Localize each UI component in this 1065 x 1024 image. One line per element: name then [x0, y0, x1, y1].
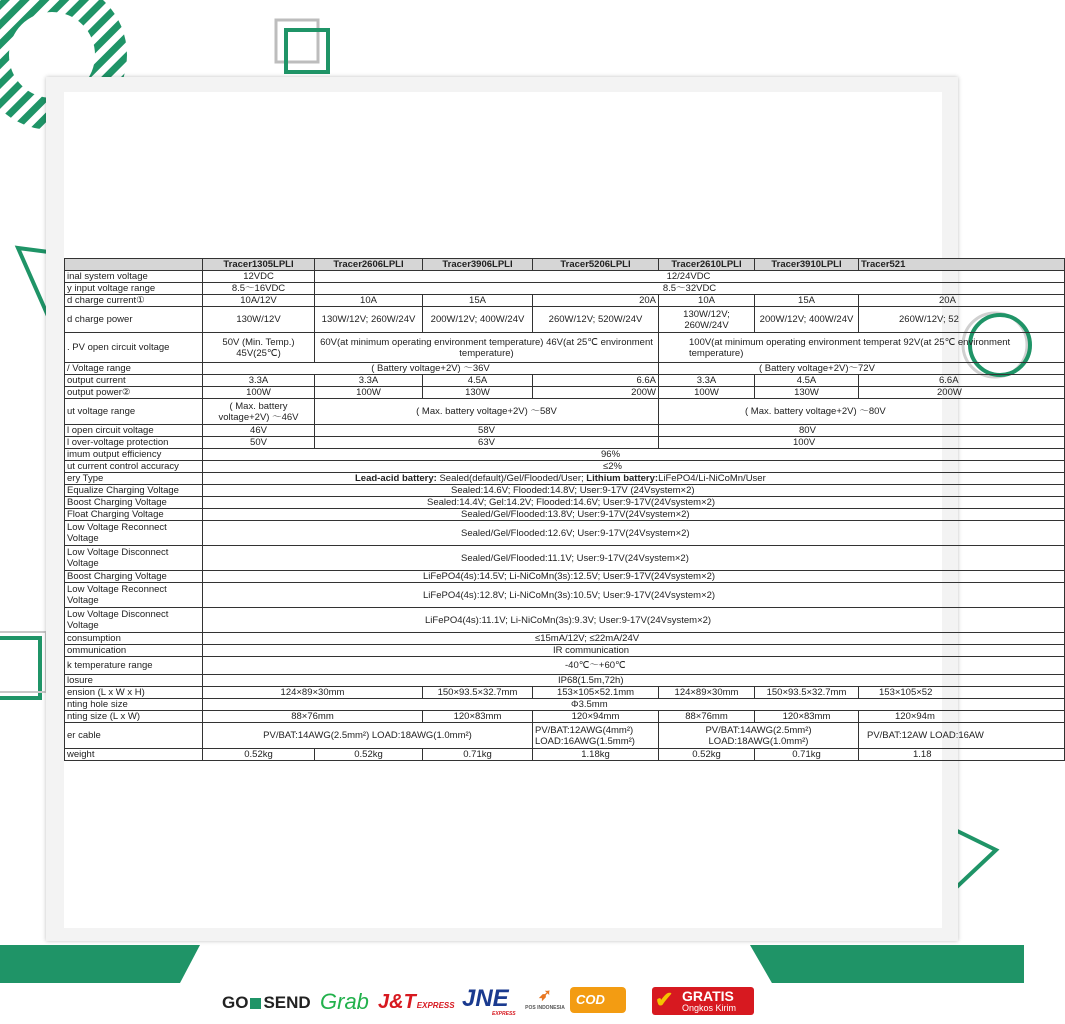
table-cell: 130W/12V; 260W/24V [659, 307, 755, 333]
table-cell: 88×76mm [203, 711, 423, 723]
row-label: ommunication [65, 645, 203, 657]
table-cell: 20A [533, 295, 659, 307]
table-row [65, 546, 1065, 571]
table-cell: 10A [659, 295, 755, 307]
row-label: Boost Charging Voltage [65, 497, 203, 509]
jne-logo [462, 987, 516, 1017]
table-row [65, 723, 1065, 749]
row-label: nting size (L x W) [65, 711, 203, 723]
row-label: d charge current① [65, 295, 203, 307]
table-cell: Sealed:14.4V; Gel:14.2V; Flooded:14.6V; User:9-17V(24Vsystem×2) [203, 497, 1065, 509]
table-cell: 10A [315, 295, 423, 307]
row-label: l open circuit voltage [65, 425, 203, 437]
table-cell: 8.5～32VDC [315, 283, 1065, 295]
table-cell: 200W [859, 387, 1065, 399]
battery-type-lead-label: Lead-acid battery: [355, 473, 437, 484]
table-row [65, 633, 1065, 645]
table-row [65, 473, 1065, 485]
table-cell: ( Max. battery voltage+2V) ～46V [203, 399, 315, 425]
row-label: ut current control accuracy [65, 461, 203, 473]
table-cell: 0.52kg [659, 749, 755, 761]
row-label: l over-voltage protection [65, 437, 203, 449]
table-cell: 0.52kg [203, 749, 315, 761]
battery-type-lithium-label: Lithium battery: [586, 473, 659, 484]
table-cell: PV/BAT:14AWG(2.5mm²) LOAD:18AWG(1.0mm²) [659, 723, 859, 749]
table-cell: 3.3A [659, 375, 755, 387]
header-cell: Tracer1305LPLI [203, 259, 315, 271]
table-cell: 4.5A [755, 375, 859, 387]
table-cell: LiFePO4(4s):11.1V; Li-NiCoMn(3s):9.3V; User:9-17V(24Vsystem×2) [203, 608, 1065, 633]
header-cell: Tracer521 [859, 259, 1065, 271]
table-row [65, 363, 1065, 375]
table-cell: 4.5A [423, 375, 533, 387]
table-cell: 200W/12V; 400W/24V [423, 307, 533, 333]
table-row [65, 509, 1065, 521]
table-cell: 15A [423, 295, 533, 307]
table-cell: Sealed/Gel/Flooded:12.6V; User:9-17V(24Vsystem×2) [203, 521, 1065, 546]
table-cell: 6.6A [859, 375, 1065, 387]
table-row [65, 461, 1065, 473]
row-label: weight [65, 749, 203, 761]
pos-bird-icon: ➶ [538, 987, 552, 1004]
table-row [65, 749, 1065, 761]
table-cell: -40℃～+60℃ [203, 657, 1065, 675]
square-outline-decoration-left [0, 628, 50, 708]
row-label: er cable [65, 723, 203, 749]
table-cell: 8.5～16VDC [203, 283, 315, 295]
table-cell: LiFePO4(4s):14.5V; Li-NiCoMn(3s):12.5V; User:9-17V(24Vsystem×2) [203, 571, 1065, 583]
row-label: d charge power [65, 307, 203, 333]
table-row [65, 699, 1065, 711]
battery-type-lead-value: Sealed(default)/Gel/Flooded/User; [436, 473, 587, 484]
spec-sheet [64, 92, 1011, 928]
table-row [65, 449, 1065, 461]
table-cell: ( Max. battery voltage+2V) ～80V [659, 399, 1065, 425]
table-cell: 100W [659, 387, 755, 399]
table-cell: 80V [659, 425, 1065, 437]
table-row [65, 283, 1065, 295]
row-label: output power② [65, 387, 203, 399]
table-cell: 130W/12V [203, 307, 315, 333]
bottom-band-left [0, 945, 200, 983]
table-cell: PV/BAT:14AWG(2.5mm²) LOAD:18AWG(1.0mm²) [203, 723, 533, 749]
table-cell: 60V(at minimum operating environment temperature) 46V(at 25℃ environment temperature) [315, 333, 659, 363]
table-cell: PV/BAT:12AWG(4mm²) LOAD:16AWG(1.5mm²) [533, 723, 659, 749]
row-label: Low Voltage Disconnect Voltage [65, 608, 203, 633]
table-cell: IR communication [203, 645, 1065, 657]
row-label: Low Voltage Reconnect Voltage [65, 521, 203, 546]
row-label: ut voltage range [65, 399, 203, 425]
table-row [65, 333, 1065, 363]
table-cell: 130W [755, 387, 859, 399]
row-label: losure [65, 675, 203, 687]
table-cell: 130W [423, 387, 533, 399]
table-row [65, 687, 1065, 699]
table-cell: 50V [203, 437, 315, 449]
row-label: k temperature range [65, 657, 203, 675]
table-row [65, 583, 1065, 608]
pos-indonesia-logo [520, 987, 570, 1011]
table-row [65, 295, 1065, 307]
row-label: Float Charging Voltage [65, 509, 203, 521]
table-row [65, 437, 1065, 449]
table-cell: 15A [755, 295, 859, 307]
table-cell: 124×89×30mm [659, 687, 755, 699]
table-cell: 12/24VDC [315, 271, 1065, 283]
table-cell: ≤2% [203, 461, 1065, 473]
gosend-box-icon [250, 998, 261, 1009]
table-cell: 200W [533, 387, 659, 399]
table-cell: 96% [203, 449, 1065, 461]
cod-logo-text: COD [576, 992, 605, 1007]
table-row [65, 485, 1065, 497]
table-cell: 260W/12V; 52 [859, 307, 1065, 333]
table-cell: ( Battery voltage+2V)～72V [659, 363, 1065, 375]
jnt-express-text: EXPRESS [416, 1001, 455, 1010]
header-cell [65, 259, 203, 271]
table-cell: 10A/12V [203, 295, 315, 307]
row-label: Low Voltage Disconnect Voltage [65, 546, 203, 571]
header-cell: Tracer3910LPLI [755, 259, 859, 271]
table-cell: 120×94m [859, 711, 1065, 723]
cod-logo [570, 987, 626, 1018]
spec-table [64, 258, 1065, 761]
table-row [65, 711, 1065, 723]
header-cell: Tracer3906LPLI [423, 259, 533, 271]
table-cell: 50V (Min. Temp.) 45V(25℃) [203, 333, 315, 363]
row-label: inal system voltage [65, 271, 203, 283]
table-cell: 120×83mm [755, 711, 859, 723]
row-label: nting hole size [65, 699, 203, 711]
table-cell: 88×76mm [659, 711, 755, 723]
table-row [65, 657, 1065, 675]
gosend-logo [222, 993, 311, 1013]
table-cell: 20A [859, 295, 1065, 307]
row-label: ery Type [65, 473, 203, 485]
table-cell: 120×94mm [533, 711, 659, 723]
table-cell: 130W/12V; 260W/24V [315, 307, 423, 333]
table-cell: 124×89×30mm [203, 687, 423, 699]
bottom-band-right [750, 945, 1024, 983]
table-cell: PV/BAT:12AW LOAD:16AW [859, 723, 1065, 749]
row-label: Low Voltage Reconnect Voltage [65, 583, 203, 608]
header-cell: Tracer2606LPLI [315, 259, 423, 271]
table-row [65, 399, 1065, 425]
table-cell: 200W/12V; 400W/24V [755, 307, 859, 333]
table-row [65, 497, 1065, 509]
row-label: ension (L x W x H) [65, 687, 203, 699]
battery-type-lithium-value: LiFePO4/Li-NiCoMn/User [658, 473, 766, 484]
table-row [65, 307, 1065, 333]
ongkos-kirim-text: Ongkos Kirim [682, 1003, 737, 1013]
table-cell: Sealed/Gel/Flooded:11.1V; User:9-17V(24Vsystem×2) [203, 546, 1065, 571]
table-cell: ≤15mA/12V; ≤22mA/24V [203, 633, 1065, 645]
table-cell: 0.71kg [755, 749, 859, 761]
table-cell: 100V(at minimum operating environment temperat 92V(at 25℃ environment temperature) [659, 333, 1065, 363]
table-cell: 63V [315, 437, 659, 449]
table-cell: 58V [315, 425, 659, 437]
table-row [65, 571, 1065, 583]
gratis-text: GRATIS [682, 988, 734, 1004]
jne-logo-text: JNE [462, 985, 509, 1012]
row-label: . PV open circuit voltage [65, 333, 203, 363]
table-cell: Sealed:14.6V; Flooded:14.8V; User:9-17V (24Vsystem×2) [203, 485, 1065, 497]
table-cell: 150×93.5×32.7mm [423, 687, 533, 699]
row-label: output current [65, 375, 203, 387]
jne-express-text: EXPRESS [492, 1011, 516, 1017]
table-cell: Φ3.5mm [203, 699, 1065, 711]
table-row [65, 375, 1065, 387]
table-row [65, 675, 1065, 687]
table-cell: 3.3A [315, 375, 423, 387]
table-cell: 150×93.5×32.7mm [755, 687, 859, 699]
table-cell: 0.71kg [423, 749, 533, 761]
jnt-logo-text: J&T [378, 991, 416, 1013]
table-cell: 3.3A [203, 375, 315, 387]
row-label: y input voltage range [65, 283, 203, 295]
table-cell: 100V [659, 437, 1065, 449]
table-row [65, 608, 1065, 633]
row-label: Boost Charging Voltage [65, 571, 203, 583]
table-row [65, 387, 1065, 399]
header-cell: Tracer2610LPLI [659, 259, 755, 271]
square-outline-decoration [270, 14, 340, 84]
table-cell: 100W [203, 387, 315, 399]
table-cell: 120×83mm [423, 711, 533, 723]
gratis-ongkir-logo [652, 987, 754, 1015]
shipping-logos-bar [0, 983, 1024, 1024]
table-cell: 6.6A [533, 375, 659, 387]
grab-logo: Grab [320, 989, 369, 1014]
row-label: consumption [65, 633, 203, 645]
battery-type-cell [203, 473, 1065, 485]
table-cell: LiFePO4(4s):12.8V; Li-NiCoMn(3s):10.5V; User:9-17V(24Vsystem×2) [203, 583, 1065, 608]
row-label: Equalize Charging Voltage [65, 485, 203, 497]
cod-truck-icon [570, 987, 626, 1013]
table-cell: 153×105×52 [859, 687, 1065, 699]
row-label: / Voltage range [65, 363, 203, 375]
table-row [65, 645, 1065, 657]
row-label: imum output efficiency [65, 449, 203, 461]
table-cell: IP68(1.5m,72h) [203, 675, 1065, 687]
table-cell: ( Max. battery voltage+2V) ～58V [315, 399, 659, 425]
jnt-logo [378, 991, 455, 1014]
pos-indonesia-text: POS INDONESIA [525, 1005, 565, 1011]
table-row [65, 521, 1065, 546]
header-cell: Tracer5206LPLI [533, 259, 659, 271]
table-cell: 46V [203, 425, 315, 437]
gosend-logo-text: SEND [263, 993, 311, 1012]
gosend-logo-text: GO [222, 993, 249, 1012]
check-icon: ✔ [655, 987, 674, 1012]
table-header-row [65, 259, 1065, 271]
table-cell: 1.18 [859, 749, 1065, 761]
table-row [65, 425, 1065, 437]
table-cell: Sealed/Gel/Flooded:13.8V; User:9-17V(24Vsystem×2) [203, 509, 1065, 521]
table-cell: 1.18kg [533, 749, 659, 761]
table-cell: 260W/12V; 520W/24V [533, 307, 659, 333]
table-cell: 12VDC [203, 271, 315, 283]
table-row [65, 271, 1065, 283]
table-cell: ( Battery voltage+2V) ～36V [203, 363, 659, 375]
table-cell: 100W [315, 387, 423, 399]
table-cell: 153×105×52.1mm [533, 687, 659, 699]
table-cell: 0.52kg [315, 749, 423, 761]
